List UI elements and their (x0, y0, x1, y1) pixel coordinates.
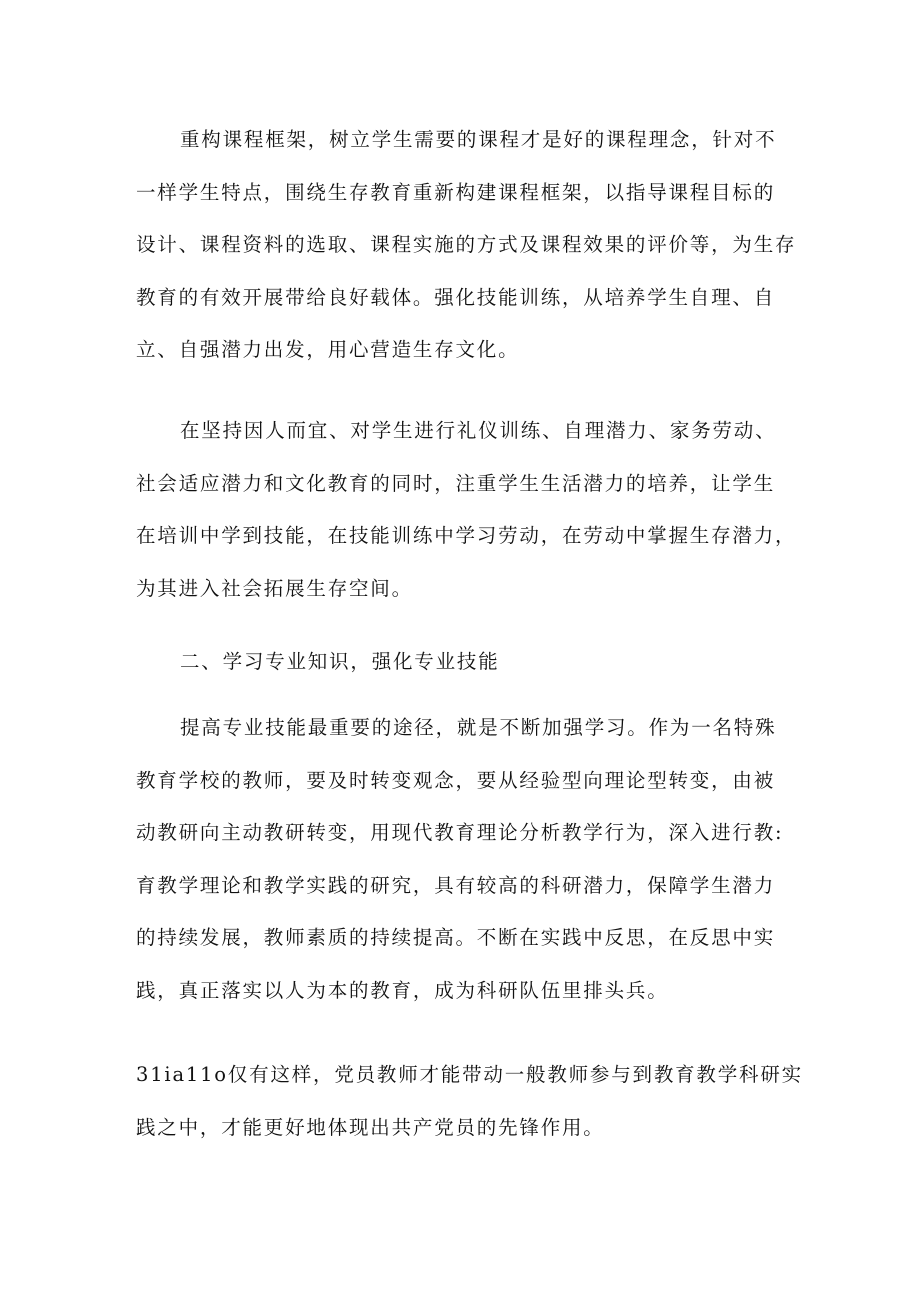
text-line: 教育的有效开展带给良好载体。强化技能训练，从培养学生自理、自 (136, 285, 776, 309)
section-heading (136, 636, 792, 689)
text-line: 提高专业技能最重要的途径，就是不断加强学习。作为一名特殊 (180, 716, 777, 739)
text-line: 在培训中学到技能，在技能训练中学习劳动，在劳动中掌握生存潜力， (136, 524, 797, 547)
text-line: 社会适应潜力和文化教育的同时，注重学生生活潜力的培养，让学生 (136, 471, 776, 495)
paragraph-life-skills (136, 405, 797, 615)
text-line: 践，真正落实以人为本的教育，成为科研队伍里排头兵。 (136, 978, 669, 1002)
text-line: 在坚持因人而宜、对学生进行礼仪训练、自理潜力、家务劳动、 (180, 419, 777, 442)
text-line: 一样学生特点，围绕生存教育重新构建课程框架，以指导课程目标的 (136, 180, 776, 204)
paragraph-party-teachers (136, 1049, 803, 1154)
text-line: 立、自强潜力出发，用心营造生存文化。 (136, 338, 520, 361)
text-line: 动教研向主动教研转变，用现代教育理论分析教学行为，深入进行教: (136, 821, 784, 844)
text-line: 设计、课程资料的选取、课程实施的方式及课程效果的评价等，为生存 (136, 233, 797, 256)
text-line: 二、学习专业知识，强化专业技能 (180, 650, 500, 673)
text-line: 践之中，才能更好地体现出共产党员的先锋作用。 (136, 1115, 605, 1139)
text-line: 的持续发展，教师素质的持续提高。不断在实践中反思，在反思中实 (136, 926, 776, 949)
text-line: 31ia11o仅有这样，党员教师才能带动一般教师参与到教育教学科研实 (136, 1063, 803, 1086)
text-line: 育教学理论和教学实践的研究，具有较高的科研潜力，保障学生潜力 (136, 873, 776, 897)
text-line: 重构课程框架，树立学生需要的课程才是好的课程理念，针对不 (180, 128, 777, 151)
text-line: 教育学校的教师，要及时转变观念，要从经验型向理论型转变，由被 (136, 768, 776, 792)
text-line: 为其进入社会拓展生存空间。 (136, 576, 413, 600)
paragraph-professional-skills (136, 702, 792, 1017)
paragraph-curriculum (136, 114, 797, 377)
